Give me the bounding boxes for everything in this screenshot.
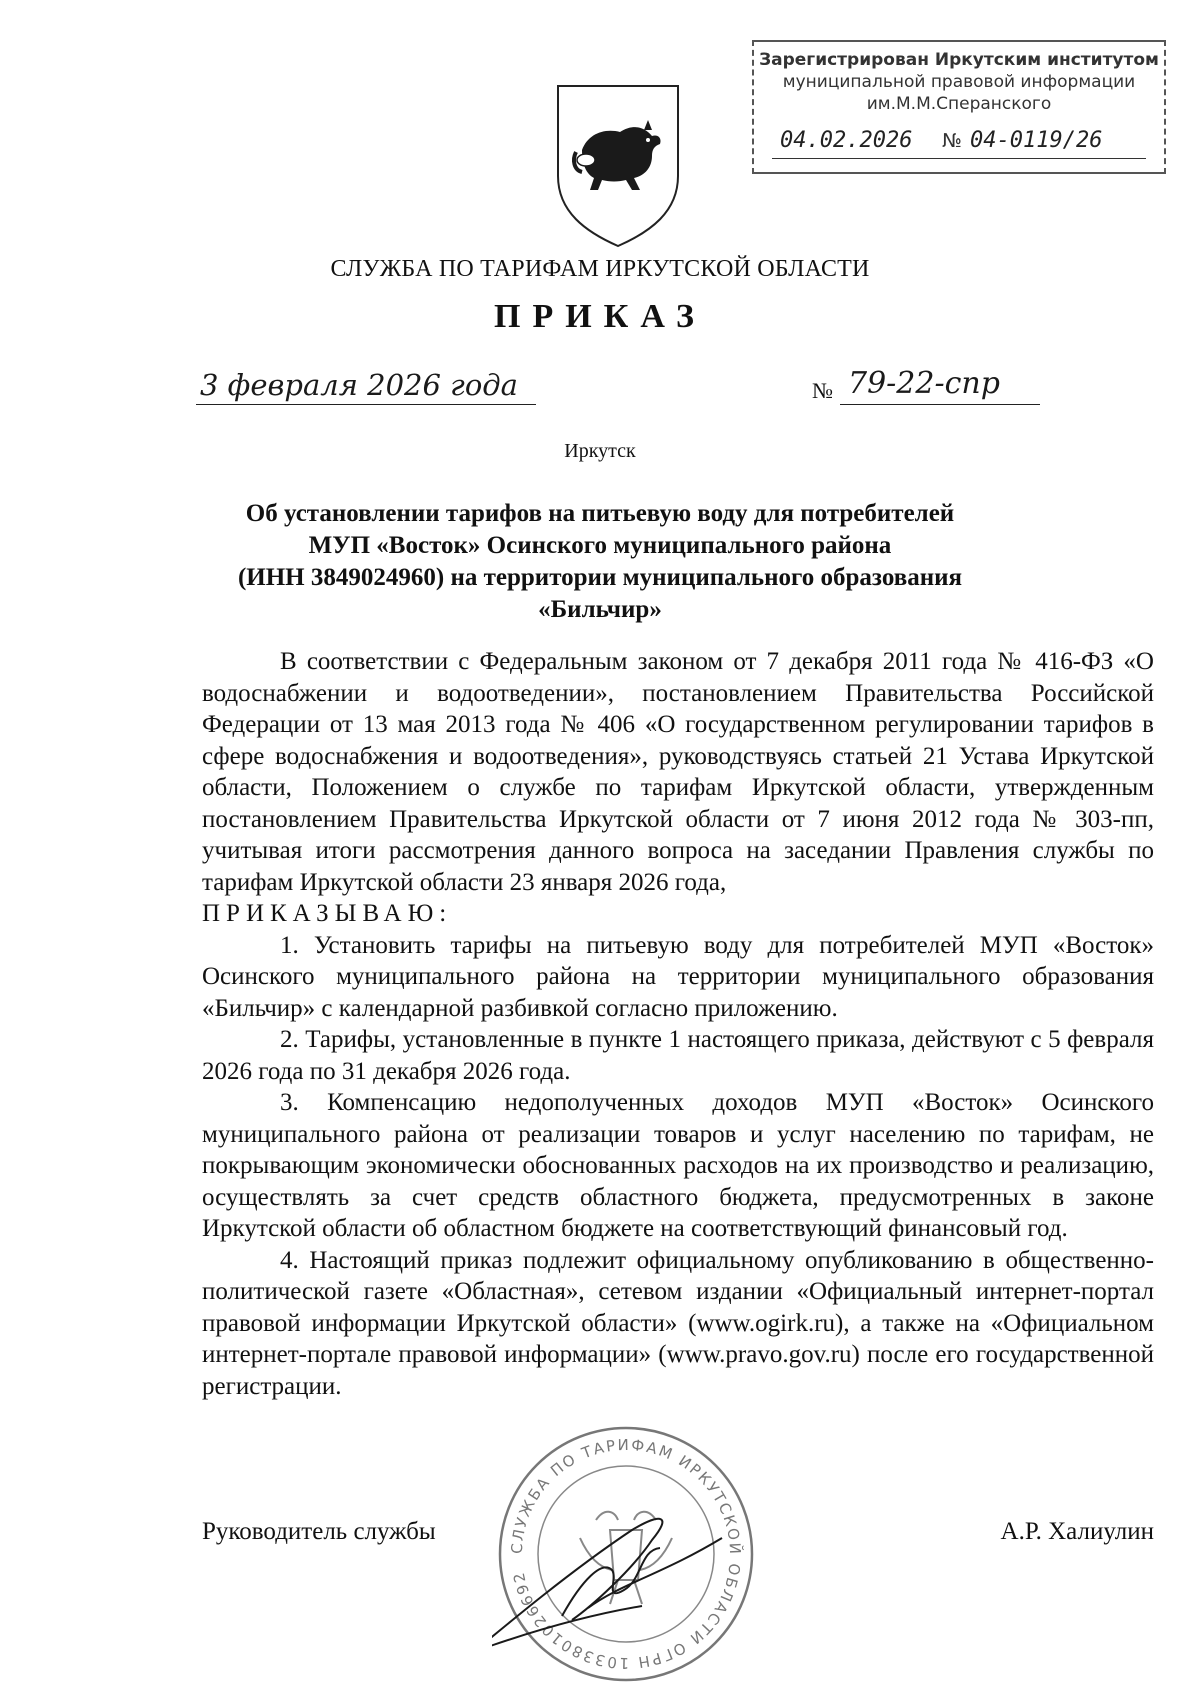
document-title <box>200 498 1000 626</box>
order-date: 3 февраля 2026 года <box>200 368 518 402</box>
order-item-2: 2. Тарифы, установленные в пункте 1 настоящего приказа, действуют с 5 февраля 2026 года по 31 декабря 2026 года. <box>202 1026 1154 1085</box>
order-item-4: 4. Настоящий приказ подлежит официальному опубликованию в общественно-политической газете «Областная», сетевом издании «Официальный интернет-портал правовой информации Иркутской области» (www.ogirk.ru), а также на «Официальном интернет-портале правовой информации» (www.pravo.gov.ru) после его государственной регистрации. <box>202 1246 1154 1400</box>
title-line: (ИНН 3849024960) на территории муниципального образования <box>237 564 963 591</box>
registration-date: 04.02.2026 <box>780 128 913 153</box>
order-directive: ПРИКАЗЫВАЮ: <box>202 900 453 927</box>
registration-number-label: № <box>942 130 962 152</box>
signer-name: А.Р. Халиулин <box>1000 1518 1154 1545</box>
order-item-1: 1. Установить тарифы на питьевую воду для потребителей МУП «Восток» Осинского муниципального района на территории муниципального образования «Бильчир» с календарной разбивкой согласно приложению. <box>202 931 1154 1022</box>
agency-name: СЛУЖБА ПО ТАРИФАМ ИРКУТСКОЙ ОБЛАСТИ <box>330 256 870 282</box>
order-item-3: 3. Компенсацию недополученных доходов МУП «Восток» Осинского муниципального района от реализации товаров и услуг населению по тарифам, не покрывающим экономически обоснованных расходов на их производство и реализацию, осуществлять за счет средств областного бюджета, предусмотренных в законе Иркутской области об областном бюджете на соответствующий финансовый год. <box>202 1089 1154 1242</box>
registration-number: 04-0119/26 <box>970 128 1103 153</box>
registration-stamp-entry <box>764 124 1154 158</box>
title-line: «Бильчир» <box>538 596 662 623</box>
title-line: МУП «Восток» Осинского муниципального района <box>308 532 892 559</box>
title-line: Об установлении тарифов на питьевую воду для потребителей <box>245 500 955 527</box>
order-number-underline <box>840 404 1040 405</box>
registration-underline <box>772 158 1146 159</box>
registration-stamp-line-1: Зарегистрирован Иркутским институтом <box>759 50 1159 70</box>
official-seal-icon <box>492 1420 760 1688</box>
order-number-label: № <box>812 378 833 403</box>
city: Иркутск <box>564 440 636 462</box>
irkutsk-coat-of-arms-icon <box>548 80 688 250</box>
registration-stamp-line-2: муниципальной правовой информации <box>782 72 1136 92</box>
order-number: 79-22-спр <box>848 366 1000 401</box>
order-date-underline <box>196 404 536 405</box>
document-body <box>202 646 1154 1402</box>
svg-text:СЛУЖБА ПО ТАРИФАМ ИРКУТСКОЙ ОБ <box>508 1436 745 1672</box>
signer-role: Руководитель службы <box>202 1518 436 1545</box>
preamble-paragraph: В соответствии с Федеральным законом от 7 декабря 2011 года № 416-ФЗ «О водоснабжении и водоотведении», постановлением Правительства Российской Федерации от 13 мая 2013 года № 406 «О государственном регулировании тарифов в сфере водоснабжения и водоотведения», руководствуясь статьей 21 Устава Иркутской области, Положением о службе по тарифам Иркутской области, утвержденным постановлением Правительства Иркутской области от 7 июня 2012 года № 303-пп, учитывая итоги рассмотрения данного вопроса на заседании Правления службы по тарифам Иркутской области 23 января 2026 года, <box>202 648 1154 896</box>
seal-text: СЛУЖБА ПО ТАРИФАМ ИРКУТСКОЙ ОБЛАСТИ ОГРН 1033801026692 <box>507 1435 745 1673</box>
registration-stamp-line-3: им.М.М.Сперанского <box>866 94 1052 114</box>
document-type: ПРИКАЗ <box>494 298 706 335</box>
registration-stamp <box>752 40 1166 174</box>
